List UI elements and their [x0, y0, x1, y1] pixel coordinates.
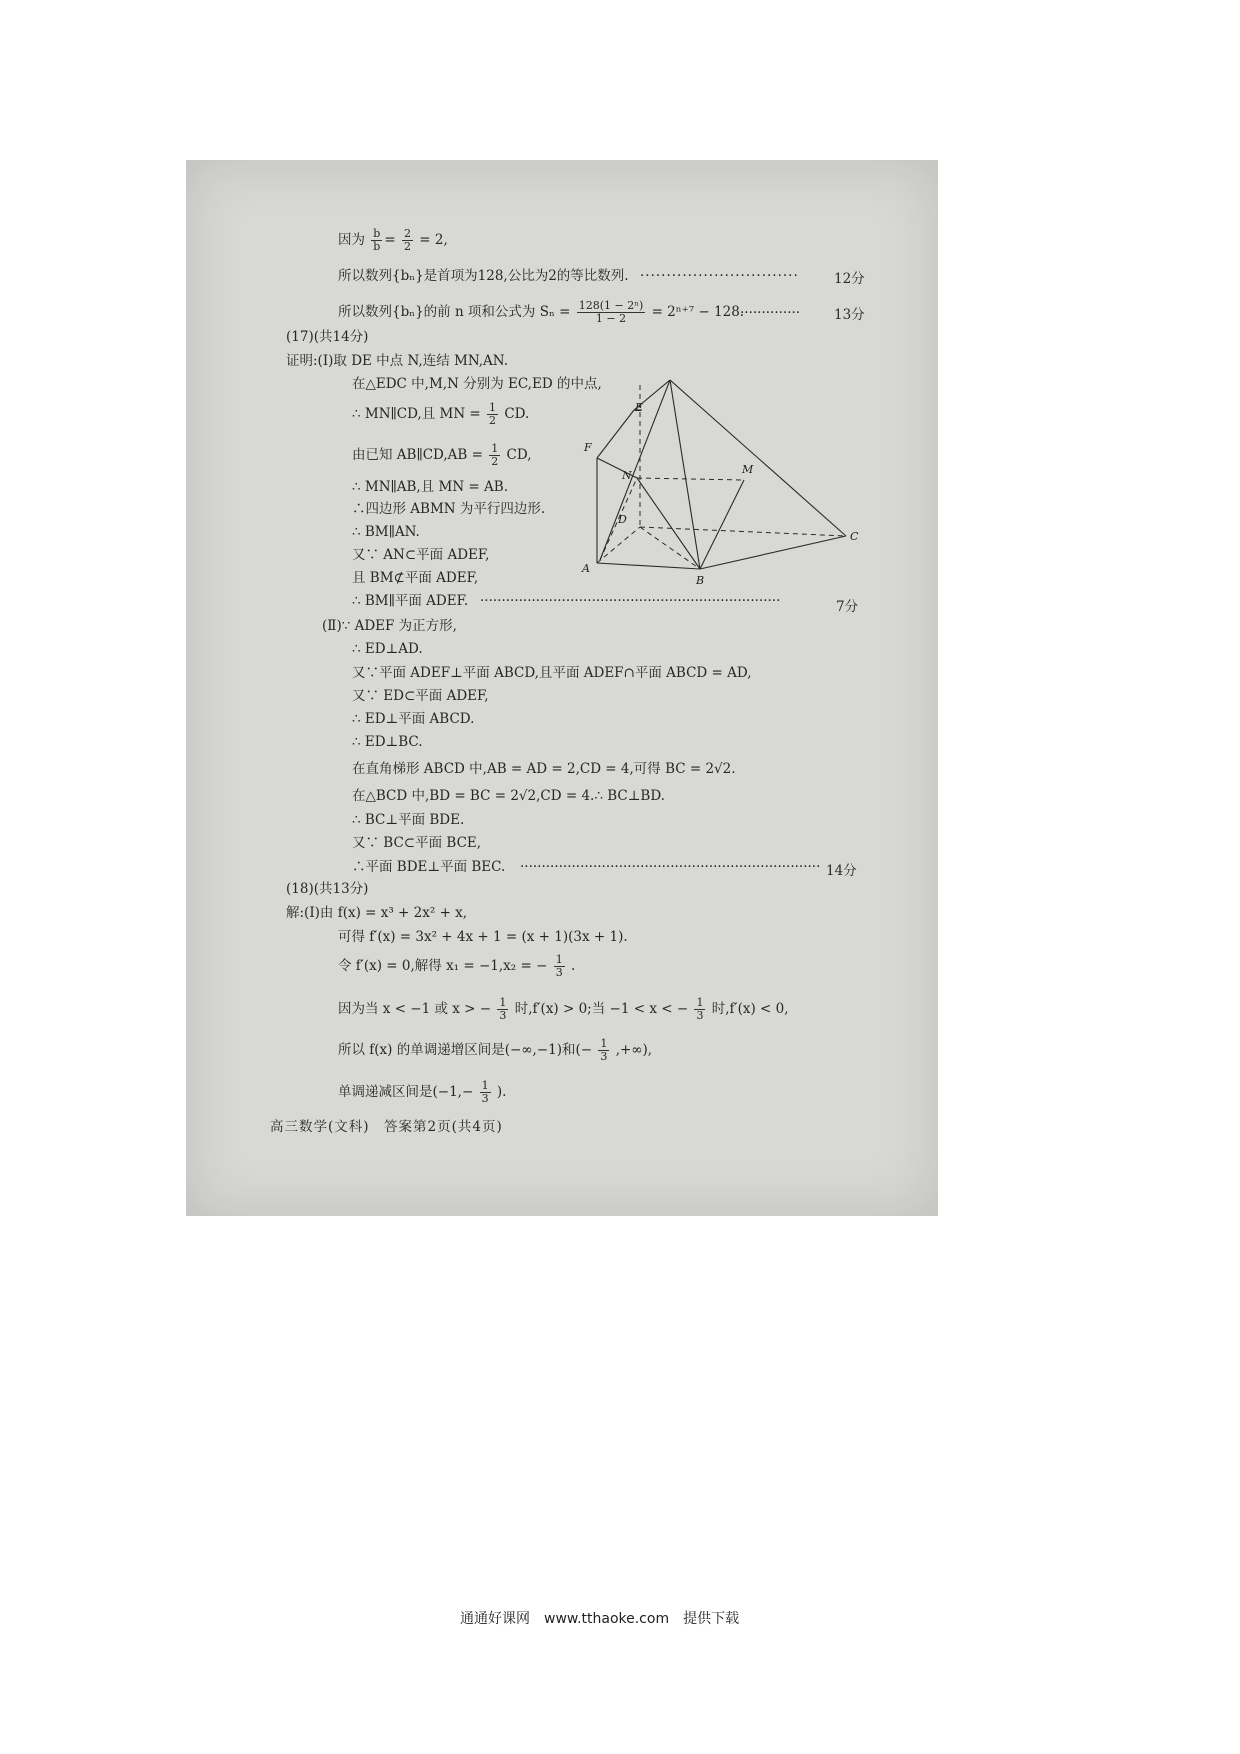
- text-line: 所以数列{bₙ}是首项为128,公比为2的等比数列.: [338, 268, 629, 284]
- text-line: ∴ BM∥平面 ADEF.: [352, 593, 469, 609]
- edge-ec: [670, 380, 846, 536]
- text-line: 所以 f(x) 的单调递增区间是(−∞,−1)和(− $\frac{1}{3}$ ,+∞),: [338, 1037, 653, 1063]
- text-line: 因为 $\frac{b}{b}$ = $\frac{2}{2}$ = 2,: [338, 227, 448, 253]
- fraction: $\frac{\text{128(1 − 2ⁿ)}}{1 - 2}$: [578, 299, 644, 325]
- fraction: $\frac{1}{3}$: [600, 1037, 608, 1063]
- label-d: D: [618, 513, 627, 526]
- edge-ad-hidden: [597, 527, 640, 563]
- text-line: ∴ BC⊥平面 BDE.: [352, 812, 465, 828]
- score-mark: 14分: [826, 863, 857, 879]
- fraction: $\frac{1}{2}$: [489, 401, 497, 427]
- fraction: $\frac{b}{b}$: [373, 227, 381, 253]
- text-line: ∴ MN∥CD,且 MN = $\frac{1}{2}$ CD.: [352, 401, 530, 427]
- page-footer: 高三数学(文科) 答案第2页(共4页): [270, 1119, 503, 1135]
- score-mark: 13分: [834, 307, 865, 323]
- text-line: 在△BCD 中,BD = BC = 2√2,CD = 4.∴ BC⊥BD.: [352, 788, 665, 804]
- text-line: ∴四边形 ABMN 为平行四边形.: [352, 501, 546, 517]
- text-line: 由已知 AB∥CD,AB = $\frac{1}{2}$ CD,: [352, 442, 532, 468]
- text-line: 又∵ BC⊂平面 BCE,: [352, 835, 482, 851]
- text-line: 所以数列{bₙ}的前 n 项和公式为 Sₙ = $\frac{\text{128(1 − 2ⁿ)}}{1 - 2}$ = 2ⁿ⁺⁷ − 128.: [338, 299, 745, 325]
- text-line: 且 BM⊄平面 ADEF,: [352, 570, 479, 586]
- fraction: $\frac{1}{3}$: [499, 996, 507, 1022]
- dotted-leader: ······································································: [520, 859, 821, 875]
- text-line: 解:(Ⅰ)由 f(x) = x³ + 2x² + x,: [286, 905, 468, 921]
- text-line: ∴ ED⊥平面 ABCD.: [352, 711, 475, 727]
- text-line: ∴ ED⊥AD.: [352, 641, 423, 657]
- text-line: 单调递减区间是(−1,− $\frac{1}{3}$ ).: [338, 1079, 507, 1105]
- text-line: 可得 f′(x) = 3x² + 4x + 1 = (x + 1)(3x + 1).: [338, 929, 628, 945]
- label-e: E: [635, 401, 644, 414]
- text-line: ∴平面 BDE⊥平面 BEC.: [352, 859, 506, 875]
- edge-dc-hidden: [640, 527, 846, 536]
- text-line: 在直角梯形 ABCD 中,AB = AD = 2,CD = 4,可得 BC = 2√2.: [352, 761, 736, 777]
- fraction: $\frac{1}{2}$: [491, 442, 499, 468]
- question-header: (17)(共14分): [286, 329, 369, 345]
- text-line: ∴ BM∥AN.: [352, 524, 420, 540]
- text-line: 又∵ ED⊂平面 ADEF,: [352, 688, 489, 704]
- edge-nb: [637, 478, 700, 569]
- text-line: 又∵ AN⊂平面 ADEF,: [352, 547, 490, 563]
- fraction: $\frac{1}{3}$: [555, 953, 563, 979]
- edge-ab: [597, 563, 700, 569]
- edge-eb: [670, 380, 700, 569]
- dotted-leader: ······························: [640, 268, 799, 284]
- edge-mb: [700, 480, 744, 569]
- text-line: 又∵平面 ADEF⊥平面 ABCD,且平面 ADEF∩平面 ABCD = AD,: [352, 665, 752, 681]
- text-line: 因为当 x < −1 或 x > − $\frac{1}{3}$ 时,f′(x) > 0;当 −1 < x < − $\frac{1}{3}$ 时,f′(x) < 0,: [338, 996, 789, 1022]
- text-line: 令 f′(x) = 0,解得 x₁ = −1,x₂ = − $\frac{1}{3}$ .: [338, 953, 576, 979]
- edge-bc: [700, 536, 846, 569]
- label-a: A: [582, 562, 590, 575]
- site-footer: 通通好课网 www.tthaoke.com 提供下载: [460, 1611, 740, 1627]
- label-m: M: [742, 463, 754, 476]
- fraction: $\frac{1}{3}$: [696, 996, 704, 1022]
- question-header: (18)(共13分): [286, 881, 369, 897]
- edge-db-hidden: [640, 527, 700, 569]
- fraction: $\frac{1}{3}$: [481, 1079, 489, 1105]
- text-line: (Ⅱ)∵ ADEF 为正方形,: [322, 618, 457, 634]
- label-f: F: [584, 441, 592, 454]
- edge-nm-hidden: [637, 478, 744, 480]
- dotted-leader: ··············: [740, 305, 801, 321]
- dotted-leader: ······································································: [480, 593, 781, 609]
- label-n: N: [622, 469, 632, 482]
- fraction: $\frac{2}{2}$: [403, 227, 411, 253]
- text-line: ∴ MN∥AB,且 MN = AB.: [352, 479, 508, 495]
- label-b: B: [696, 574, 705, 587]
- edge-af: [597, 410, 634, 458]
- score-mark: 12分: [834, 271, 865, 287]
- geometry-diagram: [396, 242, 876, 587]
- label-c: C: [850, 530, 859, 543]
- text-line: ∴ ED⊥BC.: [352, 734, 423, 750]
- text-line: 证明:(Ⅰ)取 DE 中点 N,连结 MN,AN.: [286, 353, 509, 369]
- score-mark: 7分: [836, 599, 859, 615]
- text-line: 在△EDC 中,M,N 分别为 EC,ED 的中点,: [352, 376, 602, 392]
